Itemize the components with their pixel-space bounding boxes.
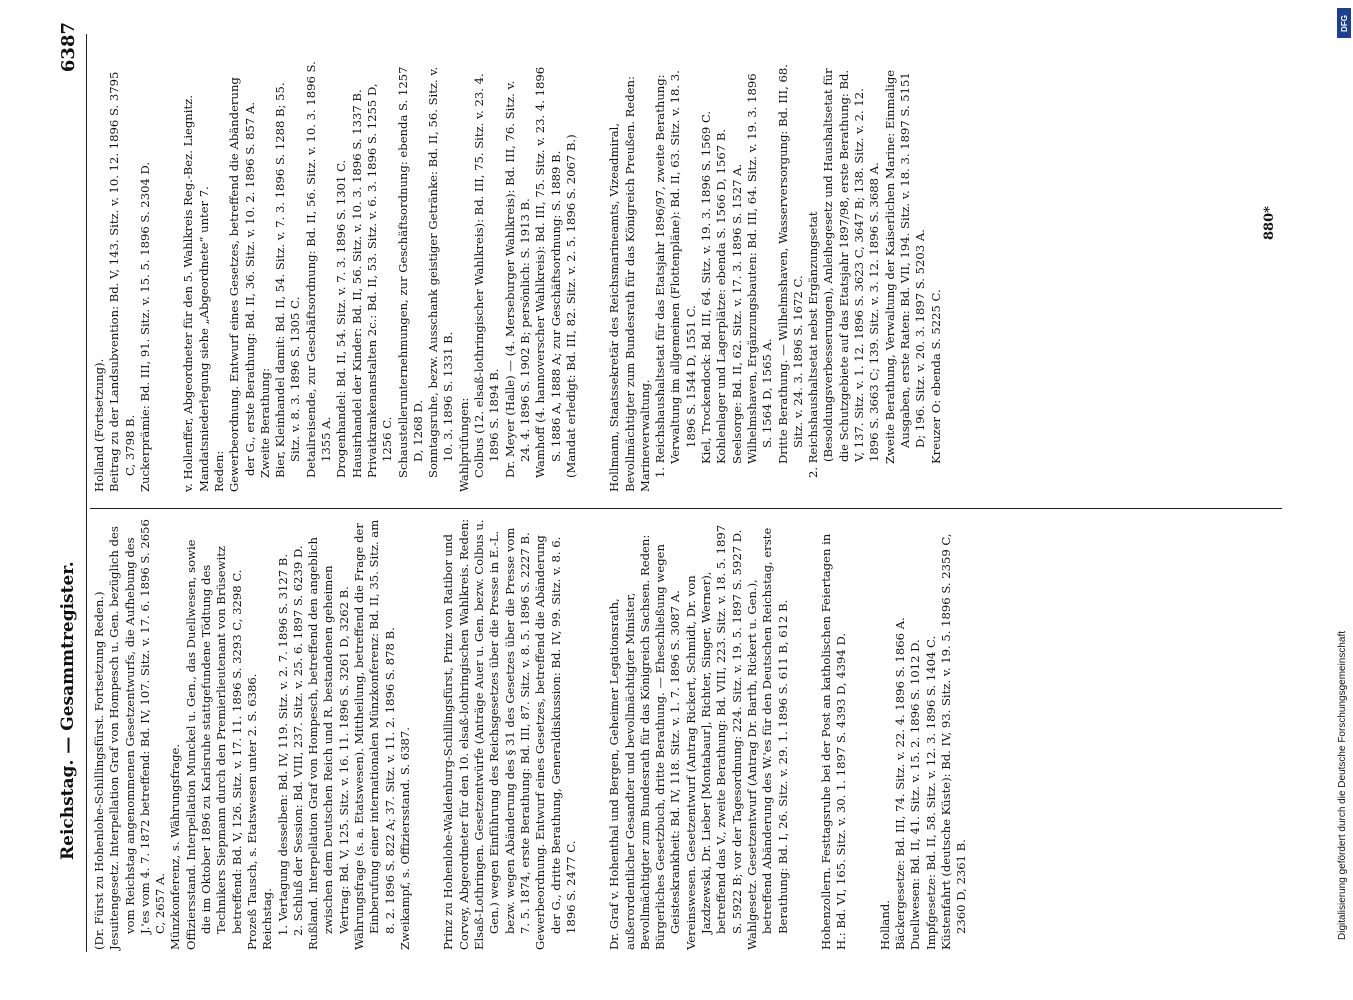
index-subentry: Rußland. Interpellation Graf von Hompesch, betreffend den angeblich zwischen dem Deutschen Reich und R. bestandenen geheimen Vertrag: Bd. V, 125. Sitz. v. 16. 11. 1896 S. 3261 D, 3262 B. — [306, 537, 351, 950]
page-number: 6387 — [58, 22, 79, 73]
index-subentry: Zweite Berathung: — [257, 368, 272, 478]
index-subentry: (Mandat erledigt: Bd. III, 82. Sitz. v. 2. 5. 1896 S. 2067 B.) — [563, 134, 578, 478]
dfg-logo: DFG — [1337, 8, 1351, 38]
index-entry: (Dr. Fürst zu Hohenlohe-Schillingsfürst. Fortsetzung Reden.) — [92, 591, 106, 950]
index-subentry: Drogenhandel: Bd. II, 54. Sitz. v. 7. 3. 1896 S. 1301 C. — [334, 159, 349, 478]
right-column — [92, 60, 944, 492]
funding-notice: Digitalisierung gefördert durch die Deutsche Forschungsgemeinschaft — [1337, 630, 1348, 940]
index-subentry: Dritte Berathung. — Wilhelmshaven, Wasserversorgung: Bd. III, 68. Sitz. v. 24. 3. 1896 S. 1672 C. — [775, 64, 805, 464]
index-subentry: Elsaß-Lothringen. Gesetzentwürfe (Anträge Auer u. Gen. bezw. Colbus u. Gen.) wegen Einführung des Reichsgesetzes über die Presse in E.-L. bezw. wegen Abänderung des § 31 des Gesetzes über die Presse vom 7. 5. 1874, erste Berathung: Bd. III, 87. Sitz. v. 8. 5. 1896 S. 2227 B. — [472, 519, 532, 950]
index-subentry: Bäckergesetze: Bd. III, 74. Sitz. v. 22. 4. 1896 S. 1866 A. — [893, 617, 908, 950]
index-entry: Prinz zu Hohenlohe-Waldenburg-Schillingsfürst, Prinz von Ratibor und Corvey, Abgeordneter für den 10. elsaß-lothringischen Wahlkreis. Reden: — [441, 518, 471, 950]
index-subentry: Detailreisende, zur Geschäftsordnung: Bd. II, 56. Sitz. v. 10. 3. 1896 S. 1355 A. — [303, 61, 334, 478]
index-subentry: Schaustellerunternehmungen, zur Geschäftsordnung: ebenda S. 1257 D, 1268 D. — [395, 66, 425, 478]
running-header: Reichstag. — Gesammtregister. — [58, 561, 78, 860]
spacer — [591, 60, 596, 492]
index-entry: Holland (Fortsetzung). — [92, 358, 106, 492]
index-subentry: Mandatsniederlegung siehe „Abgeordnete“ unter 7. — [196, 186, 211, 492]
index-subentry: Gewerbeordnung. Entwurf eines Gesetzes, betreffend die Abänderung der G., erste Berathung: Bd. II, 36. Sitz. v. 10. 2. 1896 S. 857 A. — [227, 77, 257, 492]
index-subentry: Küstenfahrt (deutsche Küste): Bd. IV, 93. Sitz. v. 19. 5. 1896 S. 2359 C, 2360 D, 2361 B. — [939, 533, 969, 950]
index-subentry: Wahlgesetz. Gesetzentwurf (Antrag Dr. Barth, Rickert u. Gen.), betreffend Abänderung des W.'es für den Deutschen Reichstag, erste Berathung: Bd. I, 26. Sitz. v. 29. 1. 1896 S. 611 B, 612 B. — [744, 527, 790, 950]
index-subentry: Colbus (12. elsaß-lothringischer Wahlkreis): Bd. III, 75. Sitz. v. 23. 4. 1896 S. 1894 B. — [472, 73, 502, 478]
index-subentry: Verwaltung im allgemeinen (Flottenpläne): Bd. II, 63. Sitz. v. 18. 3. 1896 S. 1544 D, 1551 C. — [668, 70, 698, 464]
index-subentry: Jesuitengesetz. Interpellation Graf von Hompesch u. Gen. bezüglich des vom Reichstag angenommenen Gesetzentwurfs, die Aufhebung des J.'es vom 4. 7. 1872 betreffend: Bd. IV, 107. Sitz. v. 17. 6. 1896 S. 2656 C, 2657 A. — [107, 519, 168, 950]
index-subentry: Wamhoff (4. hannoverscher Wahlkreis): Bd. III, 75. Sitz. v. 23. 4. 1896 S. 1886 A, 1888 A; zur Geschäftsordnung: S. 1889 B. — [533, 66, 563, 478]
spacer — [591, 518, 596, 950]
index-subentry: Währungsfrage (s. a. Etatswesen). Mittheilung, betreffend die Frage der Einberufung einer internationalen Münzkonferenz: Bd. II, 35. Sitz. am 8. 2. 1896 S. 822 A; 37. Sitz. v. 11. 2. 1896 S. 878 B. — [352, 519, 397, 950]
index-subentry: Hausirhandel der Kinder: Bd. II, 56. Sitz. v. 10. 3. 1896 S. 1337 B. — [349, 89, 364, 478]
index-entry: Dr. Graf v. Hohenthal und Bergen, Geheimer Legationsrath, außerordentlicher Gesandter und bevollmächtigter Minister, Bevollmächtigter zum Bundesrath für das Königreich Sachsen. Reden: — [607, 534, 652, 950]
index-subentry: Wahlprüfungen: — [456, 397, 471, 492]
signature-mark: 880* — [1262, 206, 1277, 240]
index-subentry: Kreuzer O: ebenda S. 5225 C. — [928, 289, 943, 464]
index-subentry: Reichstag. — [260, 888, 275, 950]
index-entry: v. Hollenffer, Abgeordneter für den 5. Wahlkreis Reg.-Bez. Liegnitz. — [181, 95, 196, 492]
index-subentry: 1. Vertagung desselben: Bd. IV, 119. Sitz. v. 2. 7. 1896 S. 3127 B. — [275, 553, 290, 936]
index-subentry: Marineverwaltung. — [637, 379, 652, 492]
index-subentry: Prozeß Tausch, s. Etatswesen unter 2. S. 6386. — [244, 673, 259, 950]
index-subentry: Dr. Meyer (Halle) — (4. Merseburger Wahlkreis): Bd. III, 76. Sitz. v. 24. 4. 1896 S. 1902 B; persönlich: S. 1913 B. — [502, 80, 532, 478]
spacer — [861, 518, 866, 950]
spacer — [165, 60, 170, 492]
index-subentry: 2. Reichshaushaltsetat nebst Ergänzungsetat (Besoldungsverbesserungen), Anleihegesetz und Haushaltsetat für die Schutzgebiete auf das Etatsjahr 1897/98, erste Berathung: Bd. V, 137. Sitz. v. 1. 12. 1896 S. 3623 C, 3647 B; 138. Sitz. v. 2. 12. 1896 S. 3663 C; 139. Sitz. v. 3. 12. 1896 S. 3688 A. — [806, 68, 882, 478]
index-subentry: 1. Reichshaushaltsetat für das Etatsjahr 1896/97, zweite Berathung: — [653, 74, 668, 478]
index-subentry: Gewerbeordnung. Entwurf eines Gesetzes, betreffend die Abänderung der G., dritte Berathung, Generaldiskussion: Bd. IV, 99. Sitz. v. 8. 6. 1896 S. 2477 C. — [533, 535, 578, 950]
index-subentry: Bürgerliches Gesetzbuch, dritte Berathung. — Eheschließung wegen Geisteskrankheit: Bd. IV, 118. Sitz. v. 1. 7. 1896 S. 3087 A. — [653, 544, 683, 950]
index-subentry: Kiel, Trockendock: Bd. III, 64. Sitz. v. 19. 3. 1896 S. 1569 C. — [699, 110, 714, 464]
index-subentry: Vereinswesen. Gesetzentwurf (Antrag Rickert, Schmidt, Dr. von Jazdzewski, Dr. Lieber [Montabaur], Richter, Singer, Werner), betreffend das V., zweite Berathung: Bd. VIII, 223. Sitz. v. 18. 5. 1897 S. 5922 B; vor der Tagesordnung: 224. Sitz. v. 19. 5. 1897 S. 5927 D. — [683, 524, 744, 950]
index-subentry: Duellwesen: Bd. II, 41. Sitz. v. 15. 2. 1896 S. 1012 D. — [908, 639, 923, 950]
index-subentry: 2. Schluß der Session: Bd. VIII, 237. Sitz. v. 25. 6. 1897 S. 6239 D. — [290, 545, 305, 936]
index-subentry: Offiziersstand. Interpellation Munckel u. Gen., das Duellwesen, sowie die im Oktober 1896 zu Karlsruhe stattgefundene Tödtung des Technikers Siepmann durch den Premierlieutenant von Brüsewitz betreffend: Bd. V, 126. Sitz. v. 17. 11. 1896 S. 3293 C, 3298 C. — [183, 539, 244, 950]
index-subentry: Zweite Berathung, Verwaltung der Kaiserlichen Marine: Einmalige Ausgaben, erste Raten: Bd. VII, 194. Sitz. v. 18. 3. 1897 S. 5151 D; 196. Sitz. v. 20. 3. 1897 S. 5203 A. — [882, 69, 928, 464]
index-entry: Holland. — [877, 900, 892, 950]
index-subentry: Zuckerprämie: Bd. III, 91. Sitz. v. 15. 5. 1896 S. 2304 D. — [137, 161, 152, 492]
spacer — [425, 518, 430, 950]
index-subentry: Kohlenlager und Lagerplätze: ebenda S. 1566 D, 1567 B. — [714, 128, 729, 464]
index-subentry: Münzkonferenz, s. Währungsfrage. — [168, 743, 183, 950]
index-subentry: Impfgesetze: Bd. II, 58. Sitz. v. 12. 3. 1896 S. 1404 C. — [923, 635, 938, 950]
index-subentry: Bier, Kleinhandel damit: Bd. II, 54. Sitz. v. 7. 3. 1896 S. 1288 B; 55. Sitz. v. 8. 3. 1896 S. 1305 C. — [273, 82, 303, 478]
column-divider — [90, 508, 1282, 509]
spacer — [802, 518, 807, 950]
header-rule — [86, 34, 87, 952]
left-column — [92, 518, 970, 950]
index-subentry: Wilhelmshaven, Ergänzungsbauten: Bd. III, 64. Sitz. v. 19. 3. 1896 S. 1564 D, 1565 A. — [744, 73, 775, 464]
index-subentry: Reden: — [211, 450, 226, 492]
index-subentry: Zweikampf, s. Offiziersstand. S. 6387. — [397, 727, 412, 950]
index-subentry: Seelsorge: Bd. II, 62. Sitz. v. 17. 3. 1896 S. 1527 A. — [729, 163, 744, 464]
index-subentry: Sonntagsruhe, bezw. Ausschank geistiger Getränke: Bd. II, 56. Sitz. v. 10. 3. 1896 S. 1331 B. — [426, 66, 456, 478]
index-subentry: Beitrag zu der Landsubvention: Bd. V, 143. Sitz. v. 10. 12. 1896 S. 3795 C, 3798 B. — [107, 71, 137, 492]
index-entry: Hohenzollern. Festtagsruhe bei der Post an katholischen Feiertagen in H.: Bd. VI, 165. Sitz. v. 30. 1. 1897 S. 4393 D, 4394 D. — [819, 533, 849, 950]
index-subentry: Privatkrankenanstalten 2c.: Bd. II, 53. Sitz. v. 6. 3. 1896 S. 1255 D, 1256 C. — [364, 83, 395, 478]
index-entry: Hollmann, Staatssekretär des Reichsmarineamts, Vizeadmiral, Bevollmächtigter zum Bundesrath für das Königreich Preußen. Reden: — [607, 76, 637, 492]
